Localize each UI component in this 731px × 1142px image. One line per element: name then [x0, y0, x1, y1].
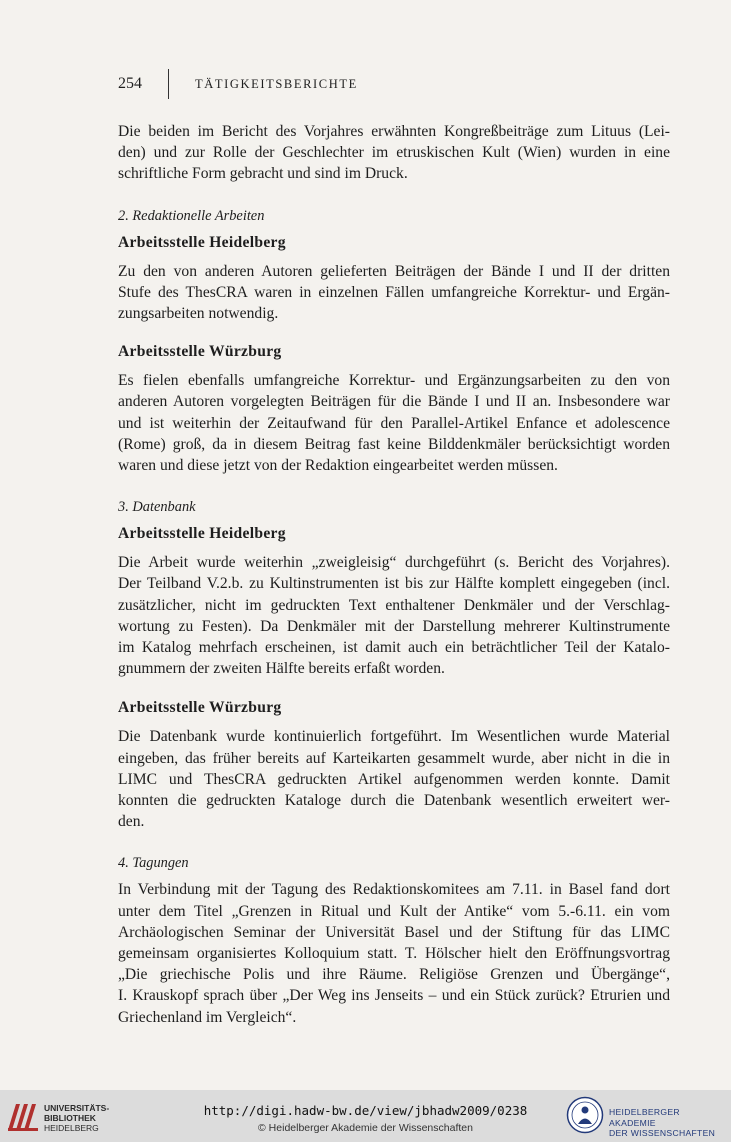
paragraph-kongressbeitraege	[118, 121, 670, 185]
text-line: In Verbindung mit der Tagung des Redaktionskomitees am 7.11. in Basel fand dort	[118, 881, 670, 899]
section-heading-tagungen: 4. Tagungen	[118, 855, 189, 872]
subheading-datenbank-heidelberg: Arbeitsstelle Heidelberg	[118, 525, 286, 543]
text-line: wortung zu Festen). Da Denkmäler mit der Darstellung mehrerer Kultinstrumente	[118, 617, 670, 635]
text-line: Die Arbeit wurde weiterhin „zweigleisig“ durchgeführt (s. Bericht des Vorjahres).	[118, 554, 670, 572]
paragraph-redaktion-heidelberg	[118, 261, 670, 325]
academy-line-2: DER WISSENSCHAFTEN	[609, 1128, 716, 1138]
text-line: zungsarbeiten notwendig.	[118, 305, 279, 323]
text-line: zusätzlicher, nicht im gedruckten Text enthaltener Denkmäler und der Verschlag-	[118, 596, 670, 614]
text-line: Zu den von anderen Autoren gelieferten Beiträgen der Bände I und II der dritten	[118, 262, 670, 280]
text-line: schriftliche Form gebracht und sind im Druck.	[118, 165, 408, 183]
subheading-datenbank-wuerzburg: Arbeitsstelle Würzburg	[118, 699, 282, 717]
text-line: gnummern der zweiten Hälfte bereits erfaßt worden.	[118, 660, 445, 678]
section-heading-redaktionelle-arbeiten: 2. Redaktionelle Arbeiten	[118, 207, 265, 224]
library-line-3: HEIDELBERG	[44, 1123, 99, 1133]
text-line: Archäologischen Seminar der Universität Basel und der Stiftung für das LIMC	[118, 923, 670, 941]
section-heading-datenbank: 3. Datenbank	[118, 499, 196, 516]
text-line: Die Datenbank wurde kontinuierlich fortgeführt. Im Wesentlichen wurde Material	[118, 728, 670, 746]
text-line: im Katalog mehrfach erscheinen, ist damit auch ein beträchtlicher Teil der Katalo-	[118, 639, 670, 657]
permalink-url[interactable]: http://digi.hadw-bw.de/view/jbhadw2009/0238	[203, 1103, 528, 1118]
body-text	[118, 121, 670, 1028]
academy-line-1: HEIDELBERGER AKADEMIE	[609, 1107, 680, 1128]
library-line-1: UNIVERSITÄTS-	[44, 1103, 110, 1113]
paragraph-datenbank-heidelberg	[118, 552, 670, 679]
copyright-notice: © Heidelberger Akademie der Wissenschaften	[258, 1122, 473, 1134]
text-line: (Rome) groß, da in diesem Beitrag fast keine Bilddenkmäler berücksichtigt worden	[118, 435, 670, 453]
text-line: unter dem Titel „Grenzen in Ritual und Kult der Antike“ vom 5.-6.11. ein vom	[118, 902, 670, 920]
paragraph-tagungen	[118, 879, 670, 1027]
subheading-arbeitsstelle-wuerzburg: Arbeitsstelle Würzburg	[118, 343, 282, 361]
text-line: den) und zur Rolle der Geschlechter im etruskischen Kult (Wien) wurden in eine	[118, 144, 670, 162]
academy-logo-text	[609, 1107, 726, 1139]
text-line: Es fielen ebenfalls umfangreiche Korrektur- und Ergänzungsarbeiten zu den von	[118, 372, 670, 390]
paragraph-datenbank-wuerzburg	[118, 726, 670, 832]
text-line: LIMC und ThesCRA gedruckten Artikel aufgenommen werden konnte. Damit	[118, 770, 670, 788]
text-line: und ist weiterhin der Zeitaufwand für den Parallel-Artikel Enfance et adolescence	[118, 414, 670, 432]
text-line: konnten die gedruckten Kataloge durch die Datenbank wesentlich erweitert wer-	[118, 792, 670, 810]
text-line: anderen Autoren vorgelegten Beiträgen für die Bände I und II an. Insbesondere war	[118, 393, 670, 411]
text-line: I. Krauskopf sprach über „Der Weg ins Jenseits – und ein Stück zurück? Etrurien und	[118, 987, 670, 1005]
running-head	[118, 73, 358, 95]
text-line: den.	[118, 813, 145, 831]
library-line-2: BIBLIOTHEK	[44, 1113, 96, 1123]
text-line: waren und diese jetzt von der Redaktion eingearbeitet werden müssen.	[118, 457, 558, 475]
text-line: gemeinsam organisiertes Kolloquium statt. T. Hölscher hielt den Eröffnungsvortrag	[118, 945, 670, 963]
academy-seal-icon	[566, 1096, 604, 1134]
text-line: „Die griechische Polis und ihre Räume. Religiöse Grenzen und Übergänge“,	[118, 966, 670, 984]
running-title: TÄTIGKEITSBERICHTE	[195, 76, 358, 91]
text-line: Griechenland im Vergleich“.	[118, 1008, 297, 1026]
digitization-footer	[0, 1090, 731, 1142]
text-line: eingeben, das früher bereits auf Karteikarten gesammelt wurde, aber nicht in die in	[118, 749, 670, 767]
academy-logo[interactable]	[566, 1094, 726, 1138]
header-divider	[168, 69, 169, 99]
text-line: Stufe des ThesCRA waren in einzelnen Fällen umfangreiche Korrektur- und Ergän-	[118, 283, 670, 301]
paragraph-redaktion-wuerzburg	[118, 370, 670, 476]
text-line: Der Teilband V.2.b. zu Kultinstrumenten ist bis zur Hälfte komplett eingegeben (incl.	[118, 575, 670, 593]
page-number: 254	[118, 75, 142, 92]
subheading-arbeitsstelle-heidelberg: Arbeitsstelle Heidelberg	[118, 233, 286, 251]
text-line: Die beiden im Bericht des Vorjahres erwähnten Kongreßbeiträge zum Lituus (Lei-	[118, 123, 670, 140]
